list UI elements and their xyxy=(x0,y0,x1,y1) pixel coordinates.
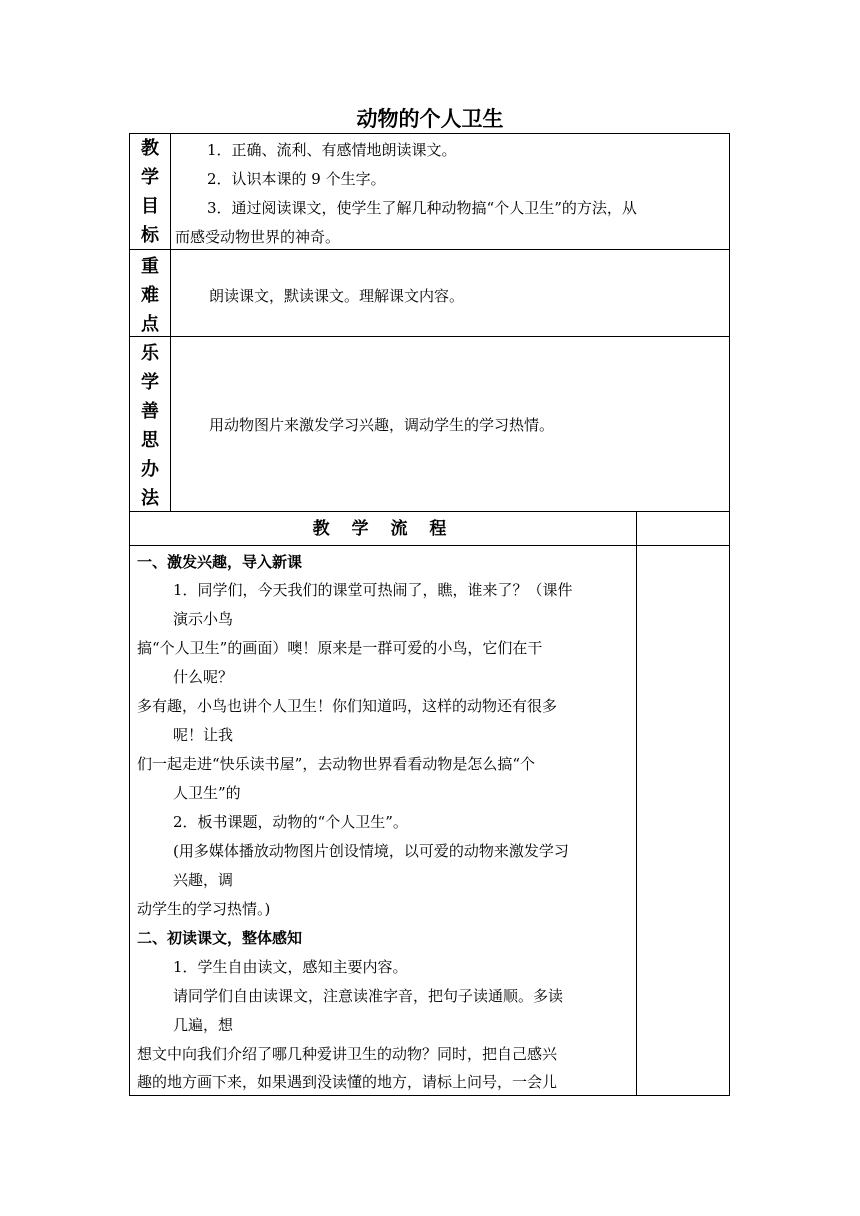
row-divider-keypoints xyxy=(129,336,730,337)
goals-label-char: 学 xyxy=(141,167,159,188)
flow-line: 1．学生自由读文，感知主要内容。 xyxy=(173,958,408,976)
flow-line: 几遍，想 xyxy=(173,1016,234,1034)
flow-line: (用多媒体播放动物图片创设情境，以可爱的动物来激发学习 xyxy=(173,842,569,860)
methods-label-char: 法 xyxy=(141,488,159,509)
flow-header: 教 学 流 程 xyxy=(312,519,455,539)
flow-line: 人卫生”的 xyxy=(173,784,241,802)
flow-line: 想文中向我们介绍了哪几种爱讲卫生的动物？同时，把自己感兴 xyxy=(137,1045,558,1063)
goals-label xyxy=(131,134,169,250)
flow-line: 1．同学们，今天我们的课堂可热闹了，瞧，谁来了？（课件 xyxy=(173,581,573,599)
flow-line: 请同学们自由读课文，注意读准字音，把句子读通顺。多读 xyxy=(173,987,564,1005)
flow-line: 演示小鸟 xyxy=(173,610,234,628)
flow-line: 2．板书课题，动物的“个人卫生”。 xyxy=(173,813,408,831)
methods-label xyxy=(131,339,169,513)
keypoints-label xyxy=(131,252,169,339)
flow-line: 什么呢？ xyxy=(173,668,234,686)
methods-label-char: 乐 xyxy=(141,343,159,364)
flow-line: 搞“个人卫生”的画面）噢！原来是一群可爱的小鸟，它们在干 xyxy=(137,639,543,657)
flow-line: 兴趣，调 xyxy=(173,871,234,889)
goals-label-char: 目 xyxy=(141,196,159,217)
table-border-top xyxy=(129,133,730,134)
table-border-left xyxy=(129,133,130,1096)
keypoints-label-char: 点 xyxy=(141,314,159,335)
flow-line: 多有趣，小鸟也讲个人卫生！你们知道吗，这样的动物还有很多 xyxy=(137,697,558,715)
goal-line: 1．正确、流利、有感情地朗读课文。 xyxy=(207,141,457,159)
methods-label-char: 善 xyxy=(141,401,159,422)
table-border-right xyxy=(729,133,730,1096)
flow-line: 呢！让我 xyxy=(173,726,234,744)
flow-section-heading: 一、激发兴趣，导入新课 xyxy=(137,553,303,571)
page-title: 动物的个人卫生 xyxy=(356,107,504,131)
keypoints-label-char: 难 xyxy=(141,285,159,306)
methods-label-char: 学 xyxy=(141,372,159,393)
keypoints-text: 朗读课文，默读课文。理解课文内容。 xyxy=(209,287,465,305)
goals-label-char: 教 xyxy=(141,138,159,159)
goal-line: 3．通过阅读课文，使学生了解几种动物搞“个人卫生”的方法，从 xyxy=(207,199,637,217)
goals-label-char: 标 xyxy=(141,225,159,246)
methods-label-char: 办 xyxy=(141,459,159,480)
label-column-divider xyxy=(170,133,171,511)
methods-label-char: 思 xyxy=(141,430,159,451)
goal-line: 2．认识本课的 9 个生字。 xyxy=(207,170,386,188)
goal-line: 而感受动物世界的神奇。 xyxy=(175,228,341,246)
flow-section-heading: 二、初读课文，整体感知 xyxy=(137,929,303,947)
row-divider-methods xyxy=(129,511,730,512)
flow-notes-column-divider xyxy=(636,511,637,1096)
methods-text: 用动物图片来激发学习兴趣，调动学生的学习热情。 xyxy=(209,416,555,434)
flow-line: 们一起走进“快乐读书屋”，去动物世界看看动物是怎么搞“个 xyxy=(137,755,536,773)
keypoints-label-char: 重 xyxy=(141,256,159,277)
flow-line: 趣的地方画下来，如果遇到没读懂的地方，请标上问号，一会儿 xyxy=(137,1073,558,1091)
flow-line: 动学生的学习热情。) xyxy=(137,900,271,918)
row-divider-flow-header xyxy=(129,545,730,546)
